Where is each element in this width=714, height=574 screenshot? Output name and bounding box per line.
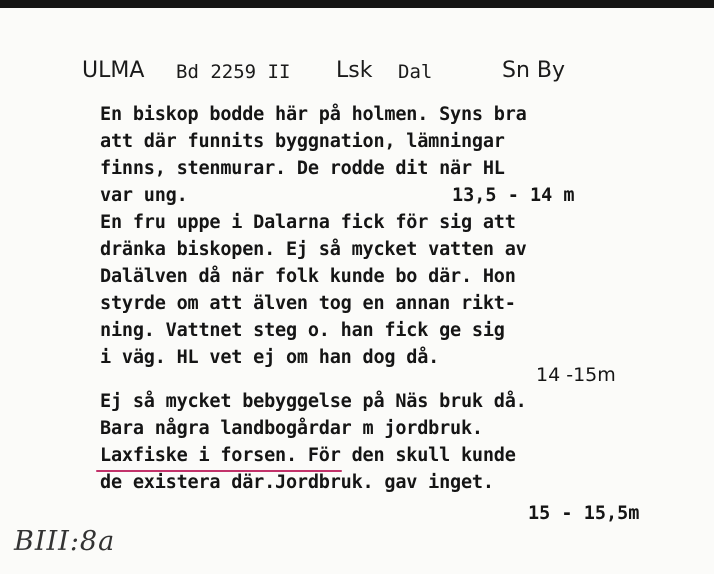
text-line: ning. Vattnet steg o. han fick ge sig [100, 320, 505, 341]
measurement-note: 14 -15m [536, 364, 616, 386]
text-line: Laxfiske i forsen. För den skull kunde [100, 445, 516, 466]
header-region: Lsk [336, 58, 373, 83]
text-line: var ung. [100, 185, 188, 206]
text-line: Bara några landbogårdar m jordbruk. [100, 418, 483, 439]
text-line: Ej så mycket bebyggelse på Näs bruk då. [100, 391, 527, 412]
header-volume: Bd 2259 II [176, 61, 291, 83]
text-line: styrde om att älven tog en annan rikt- [100, 293, 516, 314]
header-parish: Sn By [502, 58, 566, 83]
text-line: dränka biskopen. Ej så mycket vatten av [100, 239, 527, 260]
header-province: Dal [398, 61, 433, 83]
text-line: att där funnits byggnation, lämningar [100, 131, 505, 152]
measurement-note: 15 - 15,5m [528, 503, 640, 524]
card-header [82, 58, 682, 88]
archive-signature: BIII:8a [14, 526, 116, 557]
text-line: de existera där.Jordbruk. gav inget. [100, 472, 494, 493]
text-line: En biskop bodde här på holmen. Syns bra [100, 104, 527, 125]
text-line: finns, stenmurar. De rodde dit när HL [100, 158, 505, 179]
scan-border [0, 0, 714, 8]
text-line: i väg. HL vet ej om han dog då. [100, 347, 440, 368]
header-location: ULMA [82, 58, 145, 83]
text-line: Dalälven då när folk kunde bo där. Hon [100, 266, 516, 287]
measurement-note: 13,5 - 14 m [452, 185, 575, 206]
text-line: En fru uppe i Dalarna fick för sig att [100, 212, 516, 233]
